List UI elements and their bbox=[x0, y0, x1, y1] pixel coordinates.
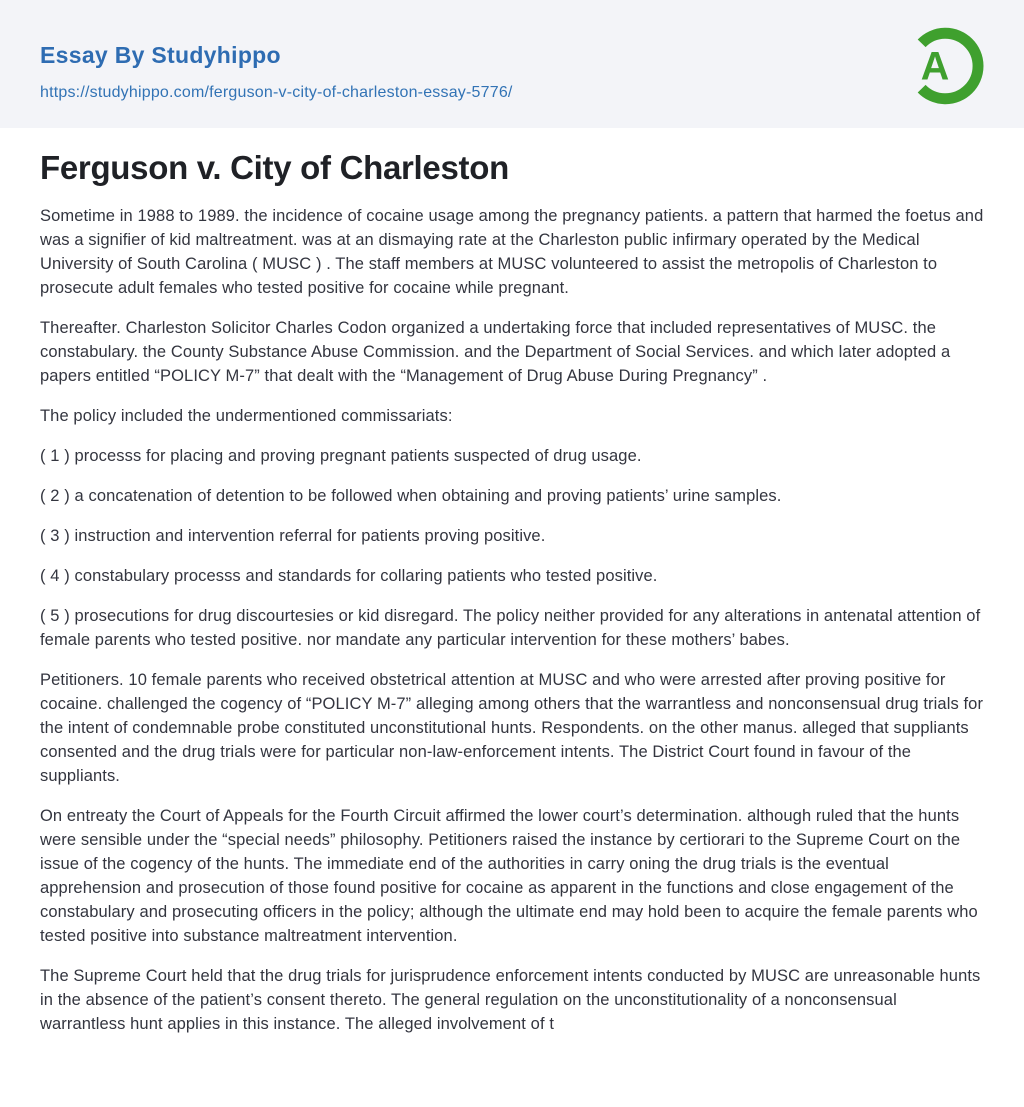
policy-item-4: ( 4 ) constabulary processs and standards for collaring patients who tested positive. bbox=[40, 566, 658, 585]
page-url-link[interactable]: https://studyhippo.com/ferguson-v-city-of-charleston-essay-5776/ bbox=[40, 83, 513, 101]
site-header bbox=[0, 0, 1024, 128]
policy-item-1: ( 1 ) processs for placing and proving pregnant patients suspected of drug usage. bbox=[40, 446, 642, 465]
paragraph-intro: Sometime in 1988 to 1989. the incidence of cocaine usage among the pregnancy patients. a pattern that harmed the foetus and was a signifier of kid maltreatment. was at an dismaying rate at the Charleston public infirmary operated by the Medical University of South Carolina ( MUSC ) . The staff members at MUSC volunteered to assist the metropolis of Charleston to prosecute adult females who tested positive for cocaine while pregnant. bbox=[40, 206, 984, 297]
logo-letter: A bbox=[920, 44, 950, 89]
policy-item-5: ( 5 ) prosecutions for drug discourtesies or kid disregard. The policy neither provided for any alterations in antenatal attention of female parents who tested positive. nor mandate any particular intervention for these mothers’ babes. bbox=[40, 606, 981, 649]
paragraph-taskforce: Thereafter. Charleston Solicitor Charles Codon organized a undertaking force that included representatives of MUSC. the constabulary. the County Substance Abuse Commission. and the Department of Social Services. and which later adopted a papers entitled “POLICY M-7” that dealt with the “Management of Drug Abuse During Pregnancy” . bbox=[40, 318, 951, 385]
studyhippo-logo-icon bbox=[904, 24, 988, 108]
policy-item-3: ( 3 ) instruction and intervention referral for patients proving positive. bbox=[40, 526, 546, 545]
policy-item-2: ( 2 ) a concatenation of detention to be followed when obtaining and proving patients’ urine samples. bbox=[40, 486, 782, 505]
paragraph-holding: The Supreme Court held that the drug trials for jurisprudence enforcement intents conducted by MUSC are unreasonable hunts in the absence of the patient’s consent thereto. The general regulation on the unconstitutionality of a nonconsensual warrantless hunt applies in this instance. The alleged involvement of t bbox=[40, 966, 981, 1033]
paragraph-petitioners: Petitioners. 10 female parents who received obstetrical attention at MUSC and who were arrested after proving positive for cocaine. challenged the cogency of “POLICY M-7” alleging among others that the warrantless and nonconsensual drug trials for the intent of condemnable probe constituted unconstitutional hunts. Respondents. on the other manus. alleged that suppliants consented and the drug trials were for particular non-law-enforcement intents. The District Court found in favour of the suppliants. bbox=[40, 670, 984, 785]
page-title: Ferguson v. City of Charleston bbox=[40, 149, 509, 186]
article bbox=[0, 128, 1024, 1036]
paragraph-policy-intro: The policy included the undermentioned commissariats: bbox=[40, 406, 453, 425]
site-title: Essay By Studyhippo bbox=[40, 42, 281, 68]
paragraph-appeal: On entreaty the Court of Appeals for the Fourth Circuit affirmed the lower court’s determination. although ruled that the hunts were sensible under the “special needs” philosophy. Petitioners raised the instance by certiorari to the Supreme Court on the issue of the cogency of the hunts. The immediate end of the authorities in carry oning the drug trials is the eventual apprehension and prosecution of those found positive for cocaine as apparent in the functions and close engagement of the constabulary and prosecuting officers in the policy; although the ultimate end may hold been to acquire the female parents who tested positive into substance maltreatment intervention. bbox=[40, 806, 978, 945]
